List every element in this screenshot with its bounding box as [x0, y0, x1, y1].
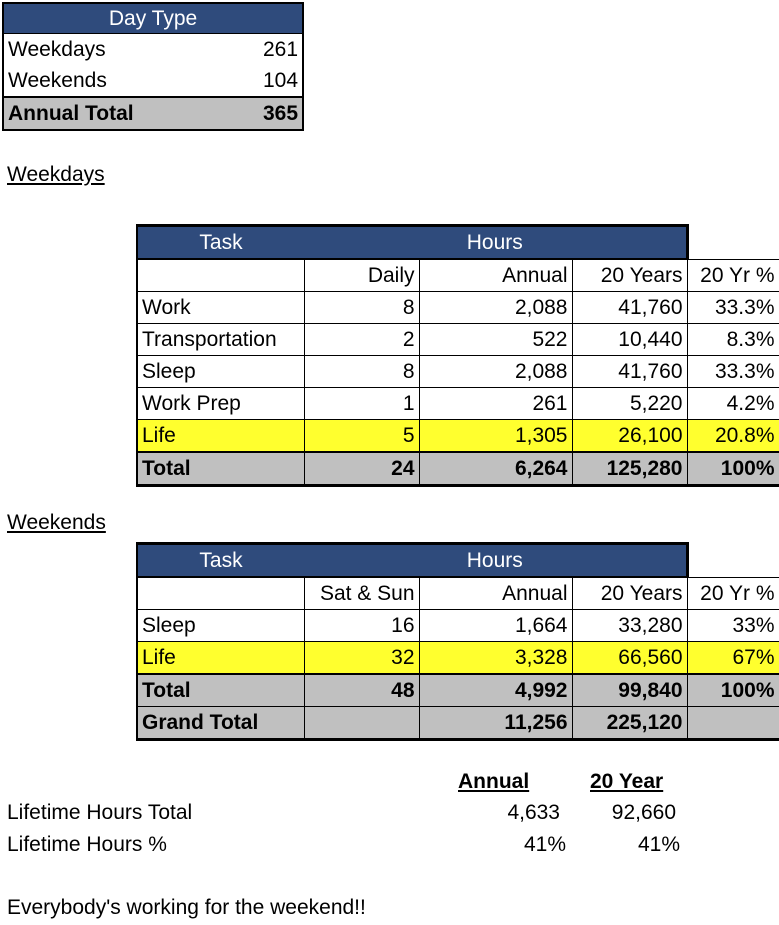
value-cell: 33.3% [687, 356, 779, 388]
value-cell: 2,088 [419, 356, 572, 388]
value-cell: 3,328 [419, 642, 572, 675]
column-header: Daily [304, 259, 419, 292]
value-cell: 66,560 [572, 642, 687, 675]
value-cell: 33.3% [687, 292, 779, 324]
value-cell: 33% [687, 610, 779, 642]
lifetime-pct-annual: 41% [523, 833, 566, 856]
value-cell: 8 [304, 292, 419, 324]
task-cell: Life [137, 420, 304, 453]
table-row [3, 65, 303, 97]
value-cell: 10,440 [572, 324, 687, 356]
column-header-row [137, 259, 779, 292]
day-type-value: 104 [262, 69, 299, 92]
weekdays-section-title: Weekdays [7, 163, 105, 186]
lifetime-pct-20year: 41% [637, 833, 680, 856]
lifetime-total-label: Lifetime Hours Total [7, 801, 193, 824]
grand-total-value [687, 707, 779, 740]
value-cell: 20.8% [687, 420, 779, 453]
value-cell: 67% [687, 642, 779, 675]
value-cell: 4.2% [687, 388, 779, 420]
value-cell: 26,100 [572, 420, 687, 453]
grand-total-value: 225,120 [572, 707, 687, 740]
day-type-header: Day Type [3, 3, 303, 34]
column-header: 20 Yr % [687, 577, 779, 610]
column-header: 20 Yr % [687, 259, 779, 292]
task-cell: Work [137, 292, 304, 324]
value-cell: 2 [304, 324, 419, 356]
task-cell: Work Prep [137, 388, 304, 420]
total-label: Total [137, 674, 304, 707]
weekdays-table [136, 224, 779, 487]
total-row [137, 674, 779, 707]
table-row [137, 292, 779, 324]
value-cell: 8.3% [687, 324, 779, 356]
value-cell: 41,760 [572, 356, 687, 388]
hours-header: Hours [304, 226, 687, 260]
task-cell: Sleep [137, 356, 304, 388]
hours-header: Hours [304, 544, 687, 578]
total-value: 48 [304, 674, 419, 707]
annual-total-label: Annual Total [3, 97, 223, 130]
grand-total-row [137, 707, 779, 740]
value-cell: 1,664 [419, 610, 572, 642]
grand-total-value [304, 707, 419, 740]
total-value: 6,264 [419, 452, 572, 486]
total-value: 100% [687, 452, 779, 486]
annual-total-value: 365 [223, 97, 303, 130]
column-header: Sat & Sun [304, 577, 419, 610]
table-row [137, 610, 779, 642]
total-value: 24 [304, 452, 419, 486]
task-cell: Sleep [137, 610, 304, 642]
weekends-table [136, 542, 779, 741]
table-row [3, 34, 303, 66]
task-cell: Transportation [137, 324, 304, 356]
day-type-table [2, 2, 304, 131]
value-cell: 33,280 [572, 610, 687, 642]
life-row [137, 420, 779, 453]
column-header: 20 Years [572, 259, 687, 292]
lifetime-pct-label: Lifetime Hours % [7, 833, 167, 856]
lifetime-total-20year: 92,660 [611, 801, 676, 824]
value-cell: 1 [304, 388, 419, 420]
grand-total-value: 11,256 [419, 707, 572, 740]
total-value: 100% [687, 674, 779, 707]
value-cell: 261 [419, 388, 572, 420]
life-row [137, 642, 779, 675]
lifetime-annual-header: Annual [458, 770, 530, 793]
column-header: Annual [419, 577, 572, 610]
column-header: 20 Years [572, 577, 687, 610]
table-row [137, 324, 779, 356]
value-cell: 41,760 [572, 292, 687, 324]
grand-total-label: Grand Total [137, 707, 304, 740]
value-cell: 522 [419, 324, 572, 356]
value-cell: 1,305 [419, 420, 572, 453]
column-header: Annual [419, 259, 572, 292]
footer-text: Everybody's working for the weekend!! [7, 896, 366, 919]
value-cell: 2,088 [419, 292, 572, 324]
table-row [137, 388, 779, 420]
task-header: Task [137, 226, 304, 260]
value-cell: 5,220 [572, 388, 687, 420]
day-type-label: Weekends [8, 69, 107, 92]
day-type-label: Weekdays [8, 38, 106, 61]
weekends-section-title: Weekends [7, 511, 106, 534]
value-cell: 16 [304, 610, 419, 642]
total-label: Total [137, 452, 304, 486]
task-cell: Life [137, 642, 304, 675]
column-header-row [137, 577, 779, 610]
value-cell: 32 [304, 642, 419, 675]
total-row [137, 452, 779, 486]
task-header: Task [137, 544, 304, 578]
table-row [137, 356, 779, 388]
lifetime-20year-header: 20 Year [590, 770, 664, 793]
total-value: 4,992 [419, 674, 572, 707]
table-row [3, 97, 303, 130]
day-type-value: 261 [262, 38, 299, 61]
total-value: 99,840 [572, 674, 687, 707]
total-value: 125,280 [572, 452, 687, 486]
value-cell: 8 [304, 356, 419, 388]
value-cell: 5 [304, 420, 419, 453]
lifetime-total-annual: 4,633 [507, 801, 560, 824]
